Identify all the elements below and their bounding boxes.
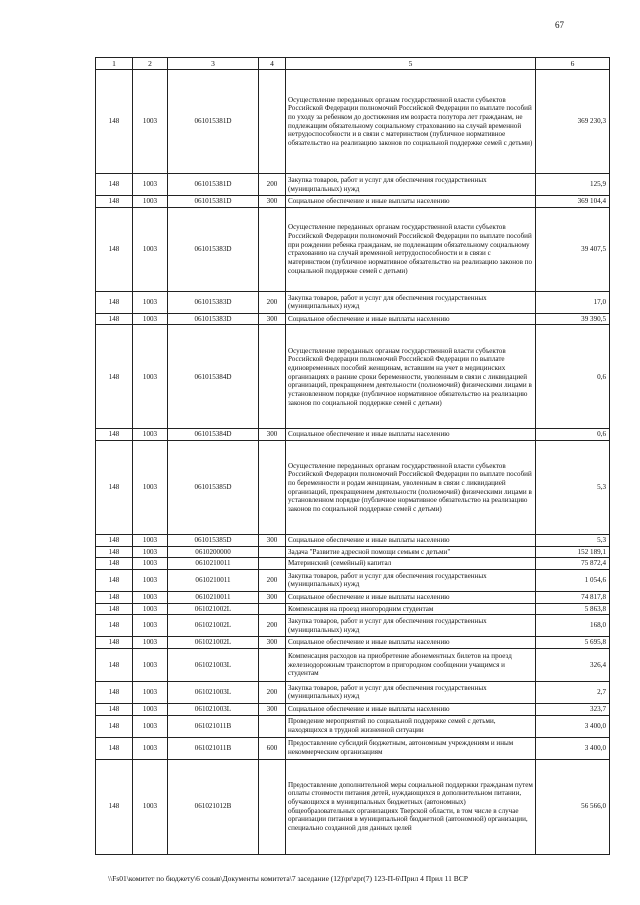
expense-description-cell: Социальное обеспечение и иные выплаты населению <box>286 535 536 547</box>
expense-description-cell: Осуществление переданных органам государственной власти субъектов Российской Федерации полномочий Российской Федерации по выплате пособий по уходу за ребенком до достижения им возраста полутора лет гражданам, не подлежащим обязательному социальному страхованию на случай временной нетрудоспособности и в связи с материнством (публичное нормативное обязательство на реализацию законов по социальной поддержке семей с детьми) <box>286 70 536 174</box>
grbs-code-cell: 148 <box>96 703 133 715</box>
expense-type-code-cell <box>259 325 286 429</box>
header-cell-5: 5 <box>286 58 536 70</box>
amount-cell: 75 872,4 <box>536 558 610 570</box>
table-row <box>96 615 610 637</box>
amount-cell: 323,7 <box>536 703 610 715</box>
target-article-code-cell: 061015381D <box>168 196 259 208</box>
expense-description-cell: Задача "Развитие адресной помощи семьям с детьми" <box>286 546 536 558</box>
target-article-code-cell: 0610210011 <box>168 591 259 603</box>
target-article-code-cell: 061015384D <box>168 325 259 429</box>
amount-cell: 0,6 <box>536 429 610 441</box>
expense-type-code-cell: 300 <box>259 313 286 325</box>
expense-type-code-cell <box>259 715 286 737</box>
table-row <box>96 637 610 649</box>
file-path-footer: \\Fs01\комитет по бюджету\6 созыв\Документы комитета\7 заседание (12)\pr\zpr(7) 123-П-6\Прил 4 Прил 11 ВСР <box>108 874 468 883</box>
expense-type-code-cell <box>259 759 286 854</box>
header-cell-6: 6 <box>536 58 610 70</box>
grbs-code-cell: 148 <box>96 325 133 429</box>
expense-description-cell: Предоставление дополнительной меры социальной поддержки гражданам путем оплаты стоимости питания детей, нуждающихся в дополнительном питании, обучающихся в муниципальных бюджетных (автономных) общеобразовательных организациях Тверской области, в том числе в случае организации питания в муниципальной бюджетной (автономной) организации, специально созданной для данных целей <box>286 759 536 854</box>
amount-cell: 56 566,0 <box>536 759 610 854</box>
section-code-cell: 1003 <box>133 737 168 759</box>
section-code-cell: 1003 <box>133 441 168 535</box>
target-article-code-cell: 061015384D <box>168 429 259 441</box>
expense-description-cell: Закупка товаров, работ и услуг для обеспечения государственных (муниципальных) нужд <box>286 681 536 703</box>
amount-cell: 369 230,3 <box>536 70 610 174</box>
section-code-cell: 1003 <box>133 196 168 208</box>
expense-type-code-cell: 300 <box>259 637 286 649</box>
header-cell-1: 1 <box>96 58 133 70</box>
target-article-code-cell: 061015385D <box>168 441 259 535</box>
budget-table <box>95 57 610 855</box>
amount-cell: 2,7 <box>536 681 610 703</box>
amount-cell: 17,0 <box>536 291 610 313</box>
grbs-code-cell: 148 <box>96 174 133 196</box>
target-article-code-cell: 061021002L <box>168 615 259 637</box>
expense-description-cell: Предоставление субсидий бюджетным, автономным учреждениям и иным некоммерческим организациям <box>286 737 536 759</box>
grbs-code-cell: 148 <box>96 569 133 591</box>
table-header-row <box>96 58 610 70</box>
table-row <box>96 715 610 737</box>
expense-type-code-cell: 200 <box>259 174 286 196</box>
target-article-code-cell: 061015381D <box>168 70 259 174</box>
amount-cell: 125,9 <box>536 174 610 196</box>
table-row <box>96 429 610 441</box>
expense-type-code-cell: 300 <box>259 196 286 208</box>
section-code-cell: 1003 <box>133 703 168 715</box>
expense-description-cell: Социальное обеспечение и иные выплаты населению <box>286 313 536 325</box>
expense-description-cell: Осуществление переданных органам государственной власти субъектов Российской Федерации полномочий Российской Федерации по выплате пособий по беременности и родам женщинам, уволенным в связи с ликвидацией организаций, прекращением деятельности (полномочий) физическими лицами в установленном порядке (публичное нормативное обязательство на реализацию законов по социальной поддержке семей с детьми) <box>286 441 536 535</box>
expense-type-code-cell: 200 <box>259 681 286 703</box>
grbs-code-cell: 148 <box>96 429 133 441</box>
grbs-code-cell: 148 <box>96 70 133 174</box>
header-cell-4: 4 <box>259 58 286 70</box>
section-code-cell: 1003 <box>133 615 168 637</box>
expense-type-code-cell: 300 <box>259 703 286 715</box>
target-article-code-cell: 061015383D <box>168 313 259 325</box>
grbs-code-cell: 148 <box>96 558 133 570</box>
amount-cell: 39 407,5 <box>536 207 610 291</box>
expense-type-code-cell <box>259 603 286 615</box>
table-row <box>96 196 610 208</box>
expense-description-cell: Компенсация на проезд иногородним студентам <box>286 603 536 615</box>
expense-type-code-cell <box>259 648 286 681</box>
expense-type-code-cell: 300 <box>259 535 286 547</box>
expense-type-code-cell: 300 <box>259 429 286 441</box>
amount-cell: 0,6 <box>536 325 610 429</box>
expense-type-code-cell: 600 <box>259 737 286 759</box>
grbs-code-cell: 148 <box>96 313 133 325</box>
amount-cell: 326,4 <box>536 648 610 681</box>
target-article-code-cell: 061021011B <box>168 737 259 759</box>
expense-description-cell: Социальное обеспечение и иные выплаты населению <box>286 637 536 649</box>
grbs-code-cell: 148 <box>96 615 133 637</box>
grbs-code-cell: 148 <box>96 681 133 703</box>
header-cell-2: 2 <box>133 58 168 70</box>
expense-description-cell: Социальное обеспечение и иные выплаты населению <box>286 591 536 603</box>
grbs-code-cell: 148 <box>96 291 133 313</box>
expense-description-cell: Материнский (семейный) капитал <box>286 558 536 570</box>
grbs-code-cell: 148 <box>96 715 133 737</box>
expense-type-code-cell <box>259 546 286 558</box>
grbs-code-cell: 148 <box>96 546 133 558</box>
grbs-code-cell: 148 <box>96 207 133 291</box>
amount-cell: 3 400,0 <box>536 715 610 737</box>
amount-cell: 369 104,4 <box>536 196 610 208</box>
table-row <box>96 313 610 325</box>
expense-type-code-cell: 200 <box>259 569 286 591</box>
section-code-cell: 1003 <box>133 591 168 603</box>
expense-description-cell: Закупка товаров, работ и услуг для обеспечения государственных (муниципальных) нужд <box>286 569 536 591</box>
amount-cell: 168,0 <box>536 615 610 637</box>
section-code-cell: 1003 <box>133 174 168 196</box>
table-row <box>96 535 610 547</box>
table-row <box>96 569 610 591</box>
amount-cell: 5 695,8 <box>536 637 610 649</box>
table-row <box>96 648 610 681</box>
section-code-cell: 1003 <box>133 535 168 547</box>
table-row <box>96 558 610 570</box>
table-row <box>96 546 610 558</box>
target-article-code-cell: 061015383D <box>168 291 259 313</box>
expense-type-code-cell <box>259 207 286 291</box>
grbs-code-cell: 148 <box>96 648 133 681</box>
amount-cell: 5,3 <box>536 535 610 547</box>
target-article-code-cell: 061021003L <box>168 703 259 715</box>
expense-description-cell: Закупка товаров, работ и услуг для обеспечения государственных (муниципальных) нужд <box>286 615 536 637</box>
target-article-code-cell: 061021002L <box>168 603 259 615</box>
target-article-code-cell: 061021011B <box>168 715 259 737</box>
expense-type-code-cell <box>259 70 286 174</box>
target-article-code-cell: 0610210011 <box>168 569 259 591</box>
expense-type-code-cell <box>259 441 286 535</box>
section-code-cell: 1003 <box>133 603 168 615</box>
expense-type-code-cell <box>259 558 286 570</box>
expense-type-code-cell: 200 <box>259 615 286 637</box>
section-code-cell: 1003 <box>133 569 168 591</box>
table-row <box>96 174 610 196</box>
table-row <box>96 441 610 535</box>
header-cell-3: 3 <box>168 58 259 70</box>
amount-cell: 152 189,1 <box>536 546 610 558</box>
target-article-code-cell: 061021003L <box>168 681 259 703</box>
grbs-code-cell: 148 <box>96 737 133 759</box>
target-article-code-cell: 0610210011 <box>168 558 259 570</box>
target-article-code-cell: 061015383D <box>168 207 259 291</box>
expense-description-cell: Компенсация расходов на приобретение абонементных билетов на проезд железнодорожным транспортом в пригородном сообщении учащимся и студентам <box>286 648 536 681</box>
table-row <box>96 207 610 291</box>
section-code-cell: 1003 <box>133 291 168 313</box>
table-row <box>96 325 610 429</box>
page-number: 67 <box>555 20 564 30</box>
section-code-cell: 1003 <box>133 759 168 854</box>
table-row <box>96 681 610 703</box>
amount-cell: 5,3 <box>536 441 610 535</box>
section-code-cell: 1003 <box>133 429 168 441</box>
amount-cell: 5 863,8 <box>536 603 610 615</box>
expense-description-cell: Осуществление переданных органам государственной власти субъектов Российской Федерации полномочий Российской Федерации по выплате пособий при рождении ребенка гражданам, не подлежащим обязательному социальному страхованию на случай временной нетрудоспособности и в связи с материнством (публичное нормативное обязательство на реализацию законов по социальной поддержке семей с детьми) <box>286 207 536 291</box>
target-article-code-cell: 061015381D <box>168 174 259 196</box>
table-row <box>96 70 610 174</box>
section-code-cell: 1003 <box>133 715 168 737</box>
section-code-cell: 1003 <box>133 648 168 681</box>
section-code-cell: 1003 <box>133 546 168 558</box>
amount-cell: 74 817,8 <box>536 591 610 603</box>
target-article-code-cell: 0610200000 <box>168 546 259 558</box>
expense-description-cell: Закупка товаров, работ и услуг для обеспечения государственных (муниципальных) нужд <box>286 174 536 196</box>
table-row <box>96 591 610 603</box>
target-article-code-cell: 061021002L <box>168 637 259 649</box>
expense-description-cell: Социальное обеспечение и иные выплаты населению <box>286 429 536 441</box>
grbs-code-cell: 148 <box>96 637 133 649</box>
grbs-code-cell: 148 <box>96 441 133 535</box>
target-article-code-cell: 061021003L <box>168 648 259 681</box>
grbs-code-cell: 148 <box>96 196 133 208</box>
expense-description-cell: Проведение мероприятий по социальной поддержке семей с детьми, находящихся в трудной жизненной ситуации <box>286 715 536 737</box>
table-row <box>96 759 610 854</box>
section-code-cell: 1003 <box>133 681 168 703</box>
grbs-code-cell: 148 <box>96 759 133 854</box>
table-row <box>96 291 610 313</box>
table-row <box>96 603 610 615</box>
section-code-cell: 1003 <box>133 558 168 570</box>
expense-description-cell: Осуществление переданных органам государственной власти субъектов Российской Федерации полномочий Российской Федерации по выплате единовременных пособий женщинам, вставшим на учет в медицинских организациях в ранние сроки беременности, уволенным в связи с ликвидацией организаций, прекращением деятельности (полномочий) физическими лицами в установленном порядке (публичное нормативное обязательство на реализацию законов по социальной поддержке семей с детьми) <box>286 325 536 429</box>
expense-type-code-cell: 200 <box>259 291 286 313</box>
table-row <box>96 737 610 759</box>
section-code-cell: 1003 <box>133 325 168 429</box>
amount-cell: 3 400,0 <box>536 737 610 759</box>
expense-description-cell: Закупка товаров, работ и услуг для обеспечения государственных (муниципальных) нужд <box>286 291 536 313</box>
target-article-code-cell: 061015385D <box>168 535 259 547</box>
grbs-code-cell: 148 <box>96 591 133 603</box>
amount-cell: 1 054,6 <box>536 569 610 591</box>
section-code-cell: 1003 <box>133 313 168 325</box>
section-code-cell: 1003 <box>133 207 168 291</box>
section-code-cell: 1003 <box>133 70 168 174</box>
amount-cell: 39 390,5 <box>536 313 610 325</box>
expense-type-code-cell: 300 <box>259 591 286 603</box>
target-article-code-cell: 061021012B <box>168 759 259 854</box>
table-row <box>96 703 610 715</box>
section-code-cell: 1003 <box>133 637 168 649</box>
grbs-code-cell: 148 <box>96 535 133 547</box>
expense-description-cell: Социальное обеспечение и иные выплаты населению <box>286 703 536 715</box>
expense-description-cell: Социальное обеспечение и иные выплаты населению <box>286 196 536 208</box>
grbs-code-cell: 148 <box>96 603 133 615</box>
